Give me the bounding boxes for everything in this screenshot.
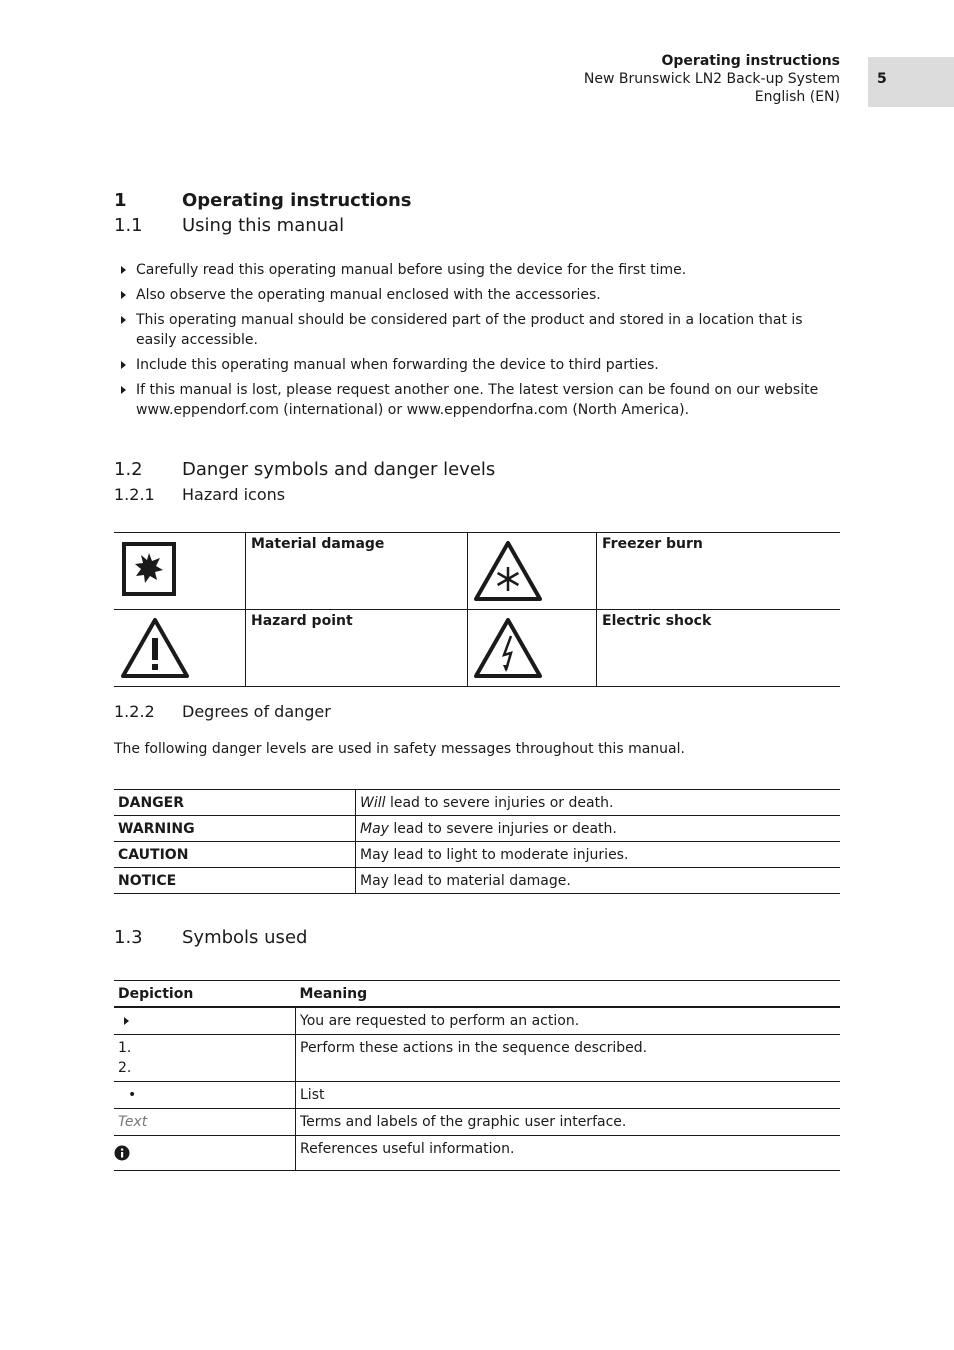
danger-description: May lead to material damage. bbox=[356, 868, 841, 894]
danger-level: DANGER bbox=[114, 790, 356, 816]
table-row bbox=[114, 610, 840, 687]
meaning-cell: You are requested to perform an action. bbox=[296, 1007, 841, 1035]
list-item: Carefully read this operating manual before using the device for the first time. bbox=[114, 260, 844, 280]
hazard-icon-cell bbox=[468, 610, 597, 687]
section-1-2-2-heading bbox=[114, 702, 514, 724]
table-row bbox=[114, 816, 840, 842]
list-item: Also observe the operating manual enclosed with the accessories. bbox=[114, 285, 844, 305]
lightning-warning-icon bbox=[468, 610, 596, 682]
table-row bbox=[114, 842, 840, 868]
action-arrow-icon bbox=[121, 361, 126, 369]
header-doc-type: Operating instructions bbox=[661, 53, 840, 69]
table-header-row bbox=[114, 981, 840, 1008]
section-title: Operating instructions bbox=[182, 190, 412, 211]
header-product: New Brunswick LN2 Back-up System bbox=[583, 71, 840, 87]
action-arrow-icon bbox=[121, 316, 126, 324]
meaning-cell: Terms and labels of the graphic user interface. bbox=[296, 1109, 841, 1136]
meaning-cell: Perform these actions in the sequence described. bbox=[296, 1035, 841, 1082]
action-arrow-icon bbox=[124, 1017, 129, 1025]
danger-levels-table bbox=[114, 789, 840, 894]
section-title: Hazard icons bbox=[182, 485, 286, 504]
hazard-icon-cell bbox=[468, 533, 597, 610]
section-number: 1.3 bbox=[114, 927, 143, 948]
list-item: If this manual is lost, please request another one. The latest version can be found on our website www.eppendorf.com (international) or www.eppendorfna.com (North America). bbox=[114, 380, 844, 420]
section-1-2-heading bbox=[114, 459, 614, 483]
depiction-cell bbox=[114, 1035, 296, 1082]
section-number: 1.2.1 bbox=[114, 485, 155, 504]
section-title: Degrees of danger bbox=[182, 702, 331, 721]
action-arrow-icon bbox=[121, 386, 126, 394]
snowflake-warning-icon bbox=[468, 533, 596, 605]
table-row bbox=[114, 1007, 840, 1035]
section-title: Danger symbols and danger levels bbox=[182, 459, 496, 480]
section-number: 1.1 bbox=[114, 215, 143, 236]
list-item: Include this operating manual when forwarding the device to third parties. bbox=[114, 355, 844, 375]
depiction-cell bbox=[114, 1082, 296, 1109]
info-icon bbox=[114, 1145, 130, 1161]
section-1-2-1-heading bbox=[114, 485, 514, 507]
danger-level: WARNING bbox=[114, 816, 356, 842]
depiction-cell bbox=[114, 1109, 296, 1136]
danger-description: Will lead to severe injuries or death. bbox=[356, 790, 841, 816]
hazard-icons-table bbox=[114, 532, 840, 687]
section-number: 1.2.2 bbox=[114, 702, 155, 721]
section-number: 1 bbox=[114, 190, 127, 211]
table-row bbox=[114, 1109, 840, 1136]
hazard-label: Electric shock bbox=[597, 610, 841, 687]
table-row bbox=[114, 868, 840, 894]
column-header-meaning: Meaning bbox=[296, 981, 841, 1008]
table-row bbox=[114, 1082, 840, 1109]
action-arrow-icon bbox=[121, 291, 126, 299]
section-number: 1.2 bbox=[114, 459, 143, 480]
section-title: Symbols used bbox=[182, 927, 308, 948]
table-row bbox=[114, 1035, 840, 1082]
gui-text-sample: Text bbox=[118, 1114, 148, 1130]
depiction-cell bbox=[114, 1007, 296, 1035]
header-language: English (EN) bbox=[754, 89, 840, 105]
table-row bbox=[114, 533, 840, 610]
depiction-cell bbox=[114, 1136, 296, 1171]
meaning-cell: References useful information. bbox=[296, 1136, 841, 1171]
danger-level: NOTICE bbox=[114, 868, 356, 894]
danger-description: May lead to severe injuries or death. bbox=[356, 816, 841, 842]
hazard-label: Hazard point bbox=[246, 610, 468, 687]
material-damage-icon bbox=[114, 533, 245, 605]
list-item: This operating manual should be considered part of the product and stored in a location that is easily accessible. bbox=[114, 310, 844, 350]
section-1-heading bbox=[114, 190, 514, 214]
action-arrow-icon bbox=[121, 266, 126, 274]
bullet-symbol: • bbox=[128, 1087, 137, 1103]
section-title: Using this manual bbox=[182, 215, 345, 236]
meaning-cell: List bbox=[296, 1082, 841, 1109]
section-1-3-heading bbox=[114, 927, 514, 951]
page-number: 5 bbox=[877, 71, 887, 87]
hazard-label: Freezer burn bbox=[597, 533, 841, 610]
hazard-icon-cell bbox=[114, 610, 246, 687]
hazard-icon-cell bbox=[114, 533, 246, 610]
danger-description: May lead to light to moderate injuries. bbox=[356, 842, 841, 868]
hazard-label: Material damage bbox=[246, 533, 468, 610]
section-1-1-heading bbox=[114, 215, 514, 239]
page-number-tab bbox=[868, 57, 954, 107]
column-header-depiction: Depiction bbox=[114, 981, 296, 1008]
danger-level: CAUTION bbox=[114, 842, 356, 868]
running-header bbox=[584, 52, 840, 106]
instruction-list bbox=[114, 260, 844, 425]
table-row bbox=[114, 790, 840, 816]
exclamation-warning-icon bbox=[114, 610, 245, 682]
danger-levels-intro: The following danger levels are used in safety messages throughout this manual. bbox=[114, 741, 685, 757]
table-row bbox=[114, 1136, 840, 1171]
symbols-table bbox=[114, 980, 840, 1171]
step-number: 1. bbox=[118, 1040, 132, 1056]
step-number: 2. bbox=[118, 1060, 132, 1076]
